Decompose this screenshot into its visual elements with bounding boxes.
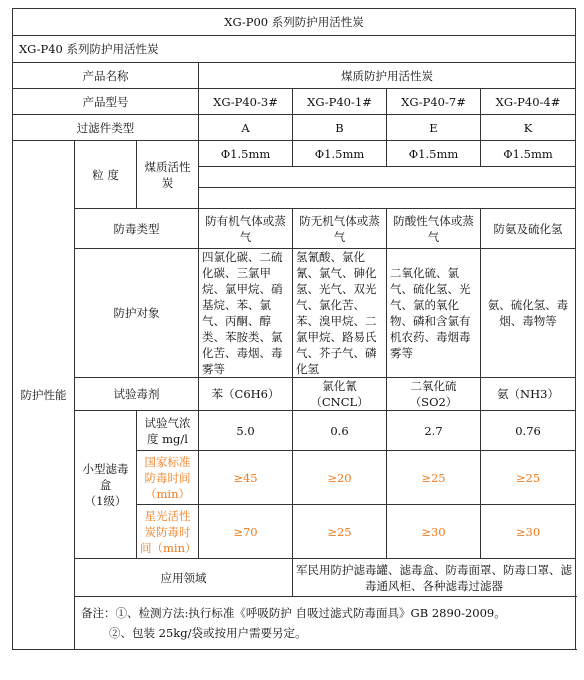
small-filter-grade: （1级） bbox=[84, 493, 127, 508]
toxin-type-cell: 防无机气体或蒸气 bbox=[293, 209, 387, 249]
model-cell: XG-P40-7# bbox=[387, 89, 481, 115]
filter-type-cell: A bbox=[199, 115, 293, 141]
coal-carbon-label: 煤质活性炭 bbox=[137, 141, 199, 209]
star-carbon-cell: ≥25 bbox=[293, 505, 387, 559]
granularity-cell: Φ1.5mm bbox=[199, 141, 293, 167]
model-cell: XG-P40-1# bbox=[293, 89, 387, 115]
toxin-type-cell: 防有机气体或蒸气 bbox=[199, 209, 293, 249]
target-cell: 氨、硫化氢、毒烟、毒物等 bbox=[481, 249, 576, 378]
filter-type-label: 过滤件类型 bbox=[13, 115, 199, 141]
concentration-cell: 2.7 bbox=[387, 411, 481, 451]
test-agent-cell: 二氧化硫（SO2） bbox=[387, 378, 481, 411]
model-cell: XG-P40-3# bbox=[199, 89, 293, 115]
concentration-label: 试验气浓度 mg/l bbox=[137, 411, 199, 451]
notes bbox=[75, 597, 576, 650]
filter-type-cell: E bbox=[387, 115, 481, 141]
national-standard-cell: ≥25 bbox=[387, 451, 481, 505]
granularity-cell: Φ1.5mm bbox=[293, 141, 387, 167]
small-filter-label bbox=[75, 411, 137, 559]
target-cell: 氢氰酸、氯化氰、氯气、砷化氢、光气、双光气、氯化苦、苯、溴甲烷、二氯甲烷、路易氏气、芥子气、磷化氢 bbox=[293, 249, 387, 378]
spec-table bbox=[12, 8, 576, 650]
note-line-1: 备注：①、检测方法:执行标准《呼吸防护 自吸过滤式防毒面具》GB 2890-2009。 bbox=[81, 606, 506, 620]
small-filter-name: 小型滤毒盒 bbox=[82, 461, 129, 492]
test-agent-label: 试验毒剂 bbox=[75, 378, 199, 411]
test-agent-cell: 氯化氰（CNCL） bbox=[293, 378, 387, 411]
product-name-value: 煤质防护用活性炭 bbox=[199, 63, 576, 89]
target-label: 防护对象 bbox=[75, 249, 199, 378]
star-carbon-label: 星光活性炭防毒时间（min） bbox=[137, 505, 199, 559]
national-standard-label: 国家标准防毒时间（min） bbox=[137, 451, 199, 505]
granularity-cell: Φ1.5mm bbox=[387, 141, 481, 167]
national-standard-cell: ≥20 bbox=[293, 451, 387, 505]
protection-performance-label: 防护性能 bbox=[13, 141, 75, 650]
star-carbon-cell: ≥30 bbox=[481, 505, 576, 559]
concentration-cell: 0.76 bbox=[481, 411, 576, 451]
star-carbon-cell: ≥30 bbox=[387, 505, 481, 559]
empty-cell bbox=[199, 167, 576, 188]
national-standard-cell: ≥45 bbox=[199, 451, 293, 505]
application-label: 应用领域 bbox=[75, 559, 293, 597]
concentration-cell: 5.0 bbox=[199, 411, 293, 451]
model-cell: XG-P40-4# bbox=[481, 89, 576, 115]
target-cell: 四氯化碳、二硫化碳、三氯甲烷、氯甲烷、硝基烷、苯、氯气、丙酮、醇类、苯胺类、氯化苦、毒烟、毒雾等 bbox=[199, 249, 293, 378]
target-cell: 二氧化硫、氯气、硫化氢、光气、氯的氧化物、磷和含氯有机农药、毒烟毒雾等 bbox=[387, 249, 481, 378]
star-carbon-cell: ≥70 bbox=[199, 505, 293, 559]
model-label: 产品型号 bbox=[13, 89, 199, 115]
toxin-type-cell: 防酸性气体或蒸气 bbox=[387, 209, 481, 249]
toxin-type-label: 防毒类型 bbox=[75, 209, 199, 249]
application-value: 军民用防护滤毒罐、滤毒盒、防毒面罩、防毒口罩、滤毒通风柜、各种滤毒过滤器 bbox=[293, 559, 576, 597]
table-subtitle: XG-P40 系列防护用活性炭 bbox=[13, 36, 576, 63]
filter-type-cell: B bbox=[293, 115, 387, 141]
test-agent-cell: 氨（NH3） bbox=[481, 378, 576, 411]
toxin-type-cell: 防氨及硫化氢 bbox=[481, 209, 576, 249]
national-standard-cell: ≥25 bbox=[481, 451, 576, 505]
concentration-cell: 0.6 bbox=[293, 411, 387, 451]
table-title: XG-P00 系列防护用活性炭 bbox=[13, 9, 576, 36]
product-name-label: 产品名称 bbox=[13, 63, 199, 89]
test-agent-cell: 苯（C6H6） bbox=[199, 378, 293, 411]
granularity-label: 粒 度 bbox=[75, 141, 137, 209]
empty-cell bbox=[199, 188, 576, 209]
granularity-cell: Φ1.5mm bbox=[481, 141, 576, 167]
note-line-2: ②、包装 25kg/袋或按用户需要另定。 bbox=[109, 626, 307, 640]
filter-type-cell: K bbox=[481, 115, 576, 141]
